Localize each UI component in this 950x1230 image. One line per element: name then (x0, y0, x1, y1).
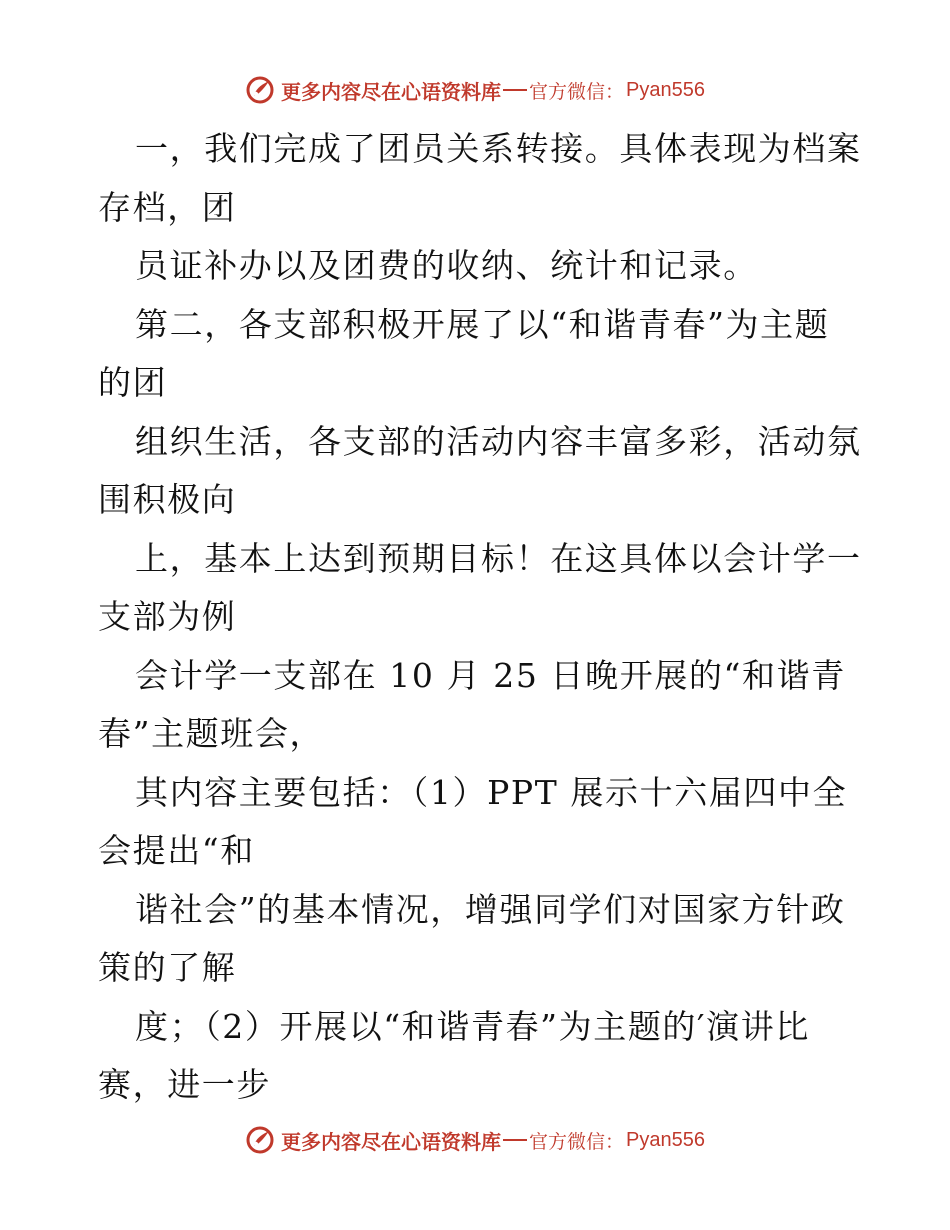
text-line: 的团 (98, 363, 168, 402)
text-line: 谐社会”的基本情况，增强同学们对国家方针政 (135, 889, 846, 929)
banner-brand-text: 更多内容尽在心语资料库 (281, 79, 501, 104)
text-line: 一，我们完成了团员关系转接。具体表现为档案 (135, 129, 862, 168)
text-line: 会计学一支部在 10 月 25 日晚开展的“和谐青 (135, 655, 846, 695)
text-line: 会提出“和 (98, 831, 255, 870)
text-line: 员证补办以及团费的收纳、统计和记录。 (135, 246, 758, 285)
text-line: 策的了解 (98, 948, 237, 987)
footer-watermark-banner (0, 1120, 950, 1160)
text-line: 度；（2）开展以“和谐青春”为主题的′演讲比 (135, 1006, 810, 1046)
document-body (98, 120, 862, 1115)
banner-brand-text: 更多内容尽在心语资料库 (281, 1129, 501, 1154)
text-line: 组织生活，各支部的活动内容丰富多彩，活动氛 (135, 421, 862, 461)
text-line: 其内容主要包括：（1）PPT 展示十六届四中全 (135, 772, 848, 812)
text-line: 赛，进一步 (98, 1065, 271, 1104)
banner-official-label: 官方微信： (529, 1130, 625, 1153)
brush-logo-icon (245, 75, 275, 105)
text-line: 第二，各支部积极开展了以“和谐青春”为主题 (135, 304, 830, 344)
brush-logo-icon (245, 1125, 275, 1155)
banner-dash-separator (503, 1139, 527, 1141)
banner-dash-separator (503, 89, 527, 91)
header-watermark-banner (0, 70, 950, 110)
text-line: 上，基本上达到预期目标！在这具体以会计学一 (135, 538, 862, 578)
text-line: 存档，团 (98, 187, 237, 227)
text-line: 支部为例 (98, 597, 237, 636)
banner-official-label: 官方微信： (529, 80, 625, 103)
banner-wechat-handle: Pyan556 (626, 1128, 705, 1151)
text-line: 春”主题班会， (98, 714, 325, 753)
text-line: 围积极向 (98, 480, 237, 519)
banner-wechat-handle: Pyan556 (626, 78, 705, 101)
